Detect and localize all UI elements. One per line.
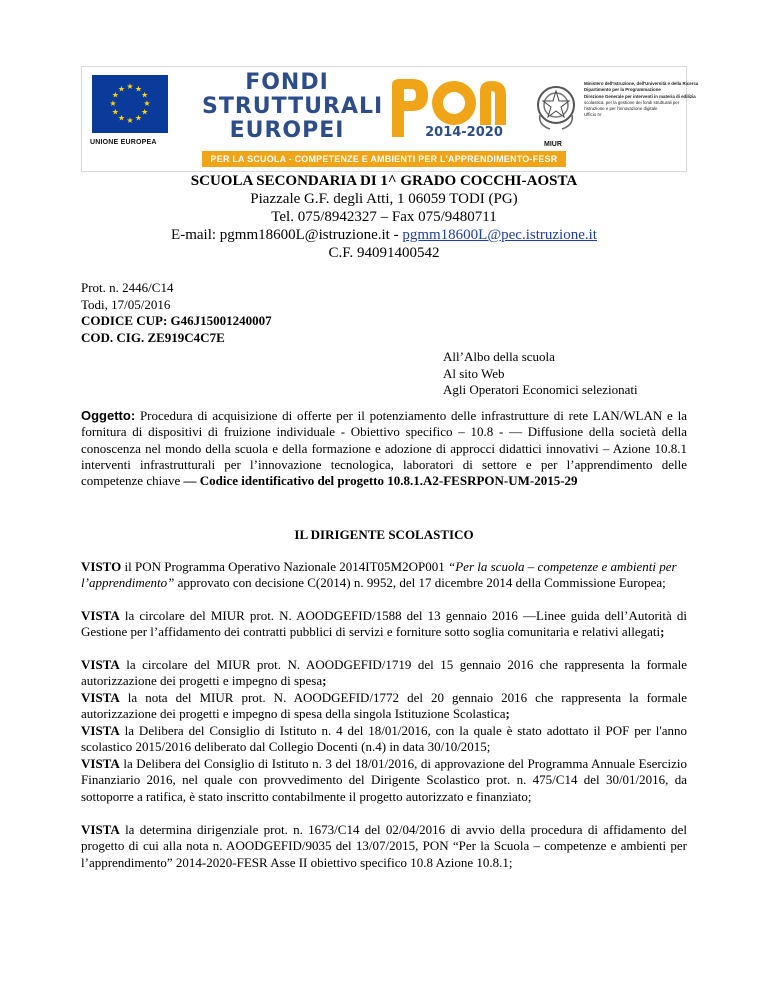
school-phone: Tel. 075/8942327 – Fax 075/9480711: [271, 209, 497, 225]
visto-paragraph-6: [81, 756, 687, 805]
fondi-line-2: STRUTTURALI: [202, 94, 384, 119]
visto-keyword: VISTA: [81, 756, 120, 771]
svg-text:★: ★: [109, 99, 117, 108]
visto-text: la circolare del MIUR prot. N. AOODGEFID/1719 del 15 gennaio 2016 che rappresenta la formale autorizzazione dei progetti e impegno di spesa: [81, 657, 687, 689]
fondi-line-3: EUROPEI: [229, 118, 345, 143]
visto-keyword: VISTO: [81, 559, 122, 574]
visto-keyword: VISTA: [81, 657, 120, 672]
visto-paragraph-2: [81, 608, 687, 641]
visto-text: il PON Programma Operativo Nazionale 2014IT05M2OP001: [121, 559, 448, 574]
svg-text:★: ★: [141, 107, 149, 117]
recipient-item: Agli Operatori Economici selezionati: [443, 382, 638, 397]
school-name-text: SCUOLA SECONDARIA DI 1^ GRADO COCCHI-AOSTA: [190, 173, 578, 189]
svg-text:★: ★: [111, 90, 119, 100]
svg-text:★: ★: [111, 107, 119, 117]
visto-semicolon: ;: [505, 706, 510, 722]
svg-text:★: ★: [117, 84, 126, 94]
visto-text: approvato con decisione C(2014) n. 9952, del 17 dicembre 2014 della Commissione Europea;: [174, 575, 666, 591]
svg-text:★: ★: [143, 99, 151, 108]
oggetto-code: ― Codice identificativo del progetto 10.8.1.A2-FESRPON-UM-2015-29: [183, 473, 578, 489]
svg-text:★: ★: [134, 84, 143, 94]
ministero-line: Direzione Generale per interventi in materia di edilizia: [584, 93, 696, 99]
pon-banner: [81, 66, 699, 172]
ministero-text: [584, 81, 699, 119]
visto-paragraph-3: [81, 657, 687, 690]
svg-text:★: ★: [141, 90, 149, 100]
visto-semicolon: ;: [660, 624, 665, 640]
fondi-strutturali-logo: [202, 70, 384, 143]
ministero-line: l'istruzione e per l'innovazione digitale: [584, 106, 658, 112]
svg-text:★: ★: [126, 116, 134, 125]
svg-text:★: ★: [126, 82, 134, 91]
school-address: Piazzale G.F. degli Atti, 1 06059 TODI (PG): [250, 191, 518, 207]
visto-paragraph-1: [81, 559, 687, 592]
oggetto-paragraph: [81, 408, 687, 489]
recipient-item: All’Albo della scuola: [443, 349, 555, 364]
oggetto-text: Procedura di acquisizione di offerte per il potenziamento delle infrastrutture di rete LAN/WLAN e la fornitura di dispositivi di fruizione individuale - Obiettivo specifico – 10.8 - ― Diffusione della società della conoscenza nel mondo della scuola e della formazione e adozione di approcci didattici innovativi – Azione 10.8.1 interventi infrastrutturali per l’innovazione tecnologica, laboratori di settore e per l’apprendimento delle competenze chiave: [81, 408, 687, 489]
ministero-line: Ministero dell'Istruzione, dell'Università e della Ricerca: [584, 81, 699, 86]
school-name: [0, 172, 768, 190]
visto-text: la Delibera del Consiglio di Istituto n. 4 del 18/01/2016, con la quale è stato adottato il POF per l'anno scolastico 2015/2016 deliberato dal Collegio Docenti (n.4) in data 30/10/2015;: [81, 723, 687, 755]
visto-semicolon: ;: [322, 673, 327, 689]
protocol-cig: COD. CIG. ZE919C4C7E: [81, 329, 225, 345]
fondi-line-1: FONDI: [245, 70, 329, 95]
visto-text: la circolare del MIUR prot. N. AOODGEFID/1588 del 13 gennaio 2016 ―Linee guida dell’Autorità di Gestione per l’affidamento dei contratti pubblici di servizi e forniture sotto soglia comunitaria e relativi allegati: [81, 608, 687, 640]
svg-text:★: ★: [134, 113, 143, 123]
svg-text:★: ★: [117, 113, 126, 123]
dirigente-heading: IL DIRIGENTE SCOLASTICO: [294, 527, 474, 542]
recipients-block: [443, 349, 638, 399]
miur-label: MIUR: [544, 141, 562, 148]
recipient-item: Al sito Web: [443, 365, 505, 381]
school-pec-link[interactable]: pgmm18600L@pec.istruzione.it: [402, 227, 597, 243]
visto-keyword: VISTA: [81, 690, 120, 705]
protocol-number: Prot. n. 2446/C14: [81, 280, 174, 295]
visto-keyword: VISTA: [81, 822, 120, 837]
visto-paragraph-7: [81, 822, 687, 871]
eu-label: UNIONE EUROPEA: [90, 139, 157, 146]
visto-text: la determina dirigenziale prot. n. 1673/C14 del 02/04/2016 di avvio della procedura di affidamento del progetto di cui alla nota n. AOODGEFID/9035 del 13/07/2015, PON “Per la Scuola – competenze e ambienti per l’apprendimento” 2014-2020-FESR Asse II obiettivo specifico 10.8 Azione 10.8.1;: [81, 822, 687, 870]
school-email-text: E-mail: pgmm18600L@istruzione.it -: [171, 227, 403, 243]
eu-flag-icon: [92, 75, 168, 133]
protocol-date: Todi, 17/05/2016: [81, 296, 171, 312]
eu-block: [90, 75, 170, 146]
ministero-line: Ufficio IV: [584, 112, 602, 118]
protocol-cup: CODICE CUP: G46J15001240007: [81, 313, 272, 328]
protocol-block: [81, 280, 272, 346]
visto-keyword: VISTA: [81, 608, 120, 623]
pon-tagline: PER LA SCUOLA - COMPETENZE E AMBIENTI PER L'APPRENDIMENTO-FESR: [202, 151, 566, 167]
visto-paragraph-5: [81, 723, 687, 756]
school-email: [0, 226, 768, 244]
ministero-line: scolastica, per la gestione dei fondi strutturali per: [584, 99, 680, 105]
eu-stars-icon: [92, 75, 168, 133]
visto-paragraph-4: [81, 690, 687, 723]
oggetto-label: Oggetto:: [81, 408, 136, 423]
school-cf: C.F. 94091400542: [328, 245, 440, 261]
italian-emblem-icon: [534, 81, 578, 135]
visto-text: la Delibera del Consiglio di Istituto n. 3 del 18/01/2016, di approvazione del Programma Annuale Esercizio Finanziario 2016, nel quale con provvedimento del Dirigente Scolastico prot. n. 475/C14 del 30/01/2016, da sottoporre a ratifica, è stato inscritto contabilmente il progetto autorizzato e finanziato;: [81, 756, 687, 804]
visto-keyword: VISTA: [81, 723, 120, 738]
pon-years: 2014-2020: [404, 125, 524, 141]
visto-italic-title: “Per la scuola – competenze e ambienti per l’apprendimento”: [81, 559, 677, 591]
visto-text: la nota del MIUR prot. N. AOODGEFID/1772 del 20 gennaio 2016 che rappresenta la formale autorizzazione dei progetti e impegno di spesa della singola Istituzione Scolastica: [81, 690, 687, 722]
ministero-line: Dipartimento per la Programmazione: [584, 87, 661, 93]
